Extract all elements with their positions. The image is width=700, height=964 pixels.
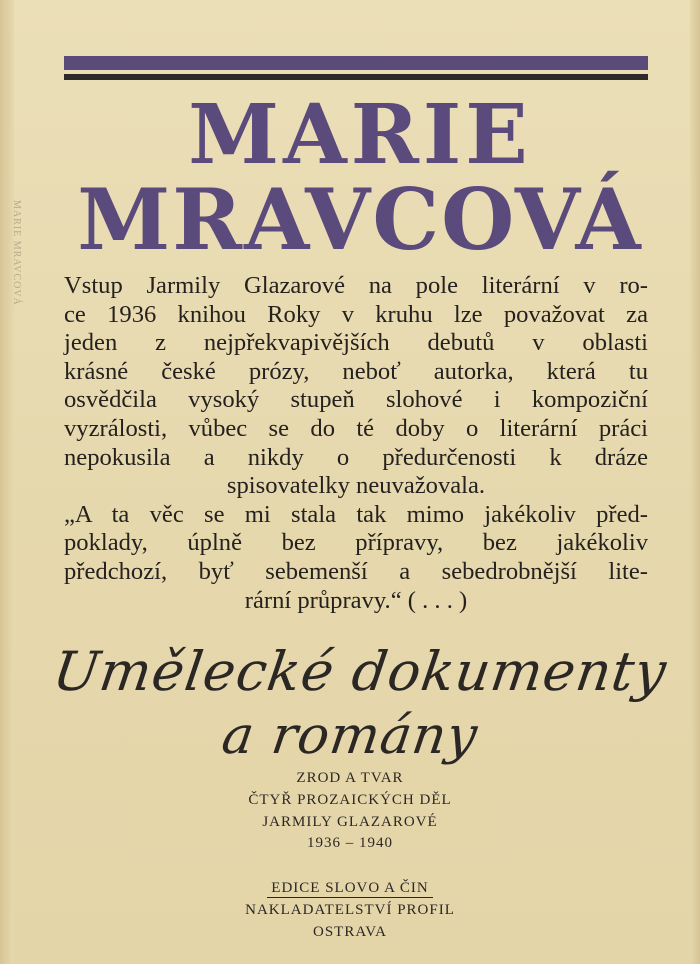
spine-text: MARIE MRAVCOVÁ (11, 200, 22, 306)
blurb-line: osvědčila vysoký stupeň slohové i kompoziční (64, 386, 648, 414)
subtitle-line-2: ČTYŘ PROZAICKÝCH DĚL (248, 792, 452, 808)
blurb-line: spisovatelky neuvažovala. (226, 472, 486, 500)
blurb-quote-line: „A ta věc se mi stala tak mimo jakékoliv před- (64, 500, 648, 528)
subtitle-line-3: JARMILY GLAZAROVÉ (262, 814, 438, 830)
author-first-name: MARIE (188, 87, 532, 183)
blurb-line: nepokusila a nikdy o předurčenosti k dráze (64, 443, 648, 471)
blurb-quote-line: rární průpravy.“ ( . . . ) (244, 586, 468, 614)
publisher-name: NAKLADATELSTVÍ PROFIL (245, 902, 455, 918)
blurb-line: Vstup Jarmily Glazarové na pole literární v ro- (64, 272, 648, 299)
blurb-line: ce 1936 knihou Roky v kruhu lze považovat za (64, 300, 648, 328)
book-title-line-1: Umělecké dokumenty (49, 640, 671, 703)
cover-blurb (64, 272, 648, 615)
blurb-line: vyzrálosti, vůbec se do té doby o literární práci (64, 414, 648, 442)
blurb-line: krásné české prózy, neboť autorka, která tu (64, 357, 648, 385)
subtitle-line-1: ZROD A TVAR (296, 770, 404, 786)
top-dark-rule (64, 74, 648, 80)
book-title-line-2: a romány (218, 706, 482, 766)
blurb-quote-line: poklady, úplně bez přípravy, bez jakékoliv (64, 529, 648, 557)
blurb-quote-line: předchozí, byť sebemenší a sebedrobnější lite- (64, 557, 648, 585)
blurb-line: jeden z nejpřekvapivějších debutů v oblasti (64, 329, 648, 357)
publisher-series (0, 880, 700, 897)
publisher-city: OSTRAVA (313, 924, 387, 940)
subtitle-years: 1936 – 1940 (307, 835, 393, 851)
author-last-name: MRAVCOVÁ (77, 170, 643, 269)
top-purple-rule (64, 56, 648, 70)
series-label: EDICE SLOVO A ČIN (267, 880, 432, 898)
